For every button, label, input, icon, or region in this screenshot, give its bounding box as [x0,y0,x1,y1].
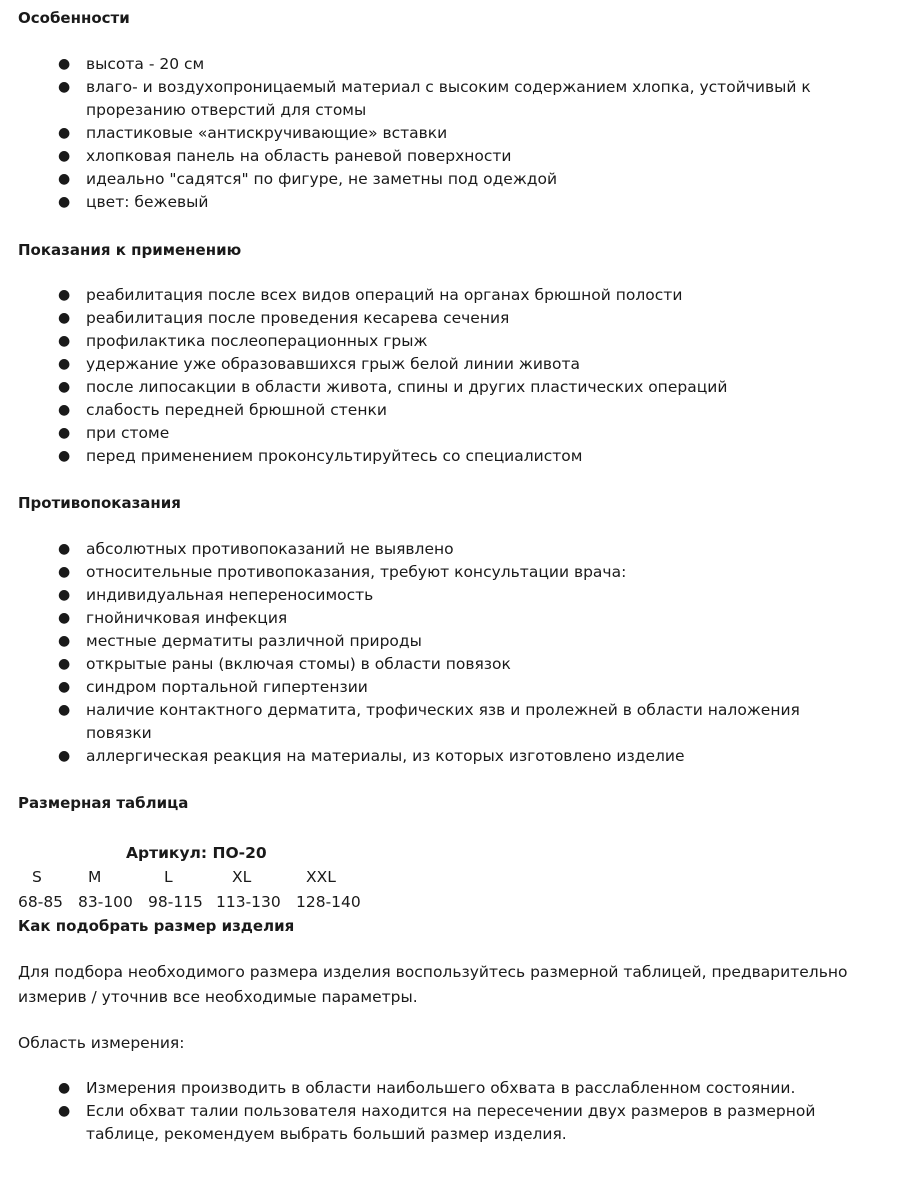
list-item: ● влаго- и воздухопроницаемый материал с высоким содержанием хлопка, устойчивый к прорезанию отверстий для стомы [58,78,811,119]
list-item: ● перед применением проконсультируйтесь со специалистом [0,445,880,468]
size-range: 128-140 [296,893,361,911]
bullet-icon: ● [58,679,71,695]
size-label: M [88,868,102,886]
list-item: ● реабилитация после всех видов операций на органах брюшной полости [0,284,880,307]
size-label: L [164,868,173,886]
list-item: ● абсолютных противопоказаний не выявлено [0,538,880,561]
bullet-icon: ● [58,425,71,441]
indications-heading: Показания к применению [18,241,242,259]
bullet-icon: ● [58,310,71,326]
bullet-icon: ● [58,587,71,603]
contraindications-heading: Противопоказания [18,494,181,512]
bullet-icon: ● [58,1103,71,1119]
bullet-icon: ● [58,379,71,395]
bullet-icon: ● [58,1080,71,1096]
how-to-choose-heading: Как подобрать размер изделия [18,917,295,935]
bullet-icon: ● [58,287,71,303]
list-item: ● аллергическая реакция на материалы, из которых изготовлено изделие [0,745,880,768]
list-item: ● слабость передней брюшной стенки [0,399,880,422]
list-item: ● Если обхват талии пользователя находится на пересечении двух размеров в размерной таблице, рекомендуем выбрать больший размер изделия. [58,1102,816,1143]
bullet-icon: ● [58,194,71,210]
size-label: XXL [306,868,336,886]
bullet-icon: ● [58,56,71,72]
bullet-icon: ● [58,79,71,95]
bullet-icon: ● [58,333,71,349]
list-item: ● при стоме [0,422,880,445]
bullet-icon: ● [58,148,71,164]
size-header-row [18,864,378,890]
size-range: 98-115 [148,893,203,911]
article-number: Артикул: ПО-20 [126,844,267,862]
list-item: ● местные дерматиты различной природы [0,630,880,653]
list-item: ● реабилитация после проведения кесарева сечения [0,307,880,330]
features-heading: Особенности [18,9,130,27]
measurement-area-label: Область измерения: [18,1034,185,1052]
size-table-heading: Размерная таблица [18,794,189,812]
size-range: 68-85 [18,893,64,911]
list-item: ● высота - 20 см [0,53,880,76]
list-item: ● наличие контактного дерматита, трофических язв и пролежней в области наложения повязки [58,701,800,742]
bullet-icon: ● [58,656,71,672]
size-range: 113-130 [216,893,281,911]
list-item: ● гнойничковая инфекция [0,607,880,630]
measurement-list [0,1077,880,1146]
how-to-choose-paragraph: Для подбора необходимого размера изделия воспользуйтесь размерной таблицей, предварительно измерив / уточнив все необходимые параметры. [18,963,848,1006]
list-item: ● профилактика послеоперационных грыж [0,330,880,353]
size-label: XL [232,868,252,886]
list-item: ● синдром портальной гипертензии [0,676,880,699]
size-label: S [32,868,42,886]
bullet-icon: ● [58,702,71,718]
bullet-icon: ● [58,356,71,372]
list-item: ● удержание уже образовавшихся грыж белой линии живота [0,353,880,376]
bullet-icon: ● [58,633,71,649]
bullet-icon: ● [58,125,71,141]
size-range: 83-100 [78,893,133,911]
list-item: ● идеально "садятся" по фигуре, не заметны под одеждой [0,168,880,191]
bullet-icon: ● [58,610,71,626]
list-item: ● после липосакции в области живота, спины и других пластических операций [0,376,880,399]
size-range-row [18,889,378,915]
list-item: ● открытые раны (включая стомы) в области повязок [0,653,880,676]
contraindications-list [0,538,880,768]
bullet-icon: ● [58,402,71,418]
features-list [0,53,880,214]
bullet-icon: ● [58,564,71,580]
list-item: ● Измерения производить в области наибольшего обхвата в расслабленном состоянии. [0,1077,880,1100]
list-item: ● пластиковые «антискручивающие» вставки [0,122,880,145]
list-item: ● относительные противопоказания, требуют консультации врача: [0,561,880,584]
bullet-icon: ● [58,448,71,464]
bullet-icon: ● [58,541,71,557]
list-item: ● хлопковая панель на область раневой поверхности [0,145,880,168]
bullet-icon: ● [58,171,71,187]
list-item: ● цвет: бежевый [0,191,880,214]
indications-list [0,284,880,468]
list-item: ● индивидуальная непереносимость [0,584,880,607]
bullet-icon: ● [58,748,71,764]
